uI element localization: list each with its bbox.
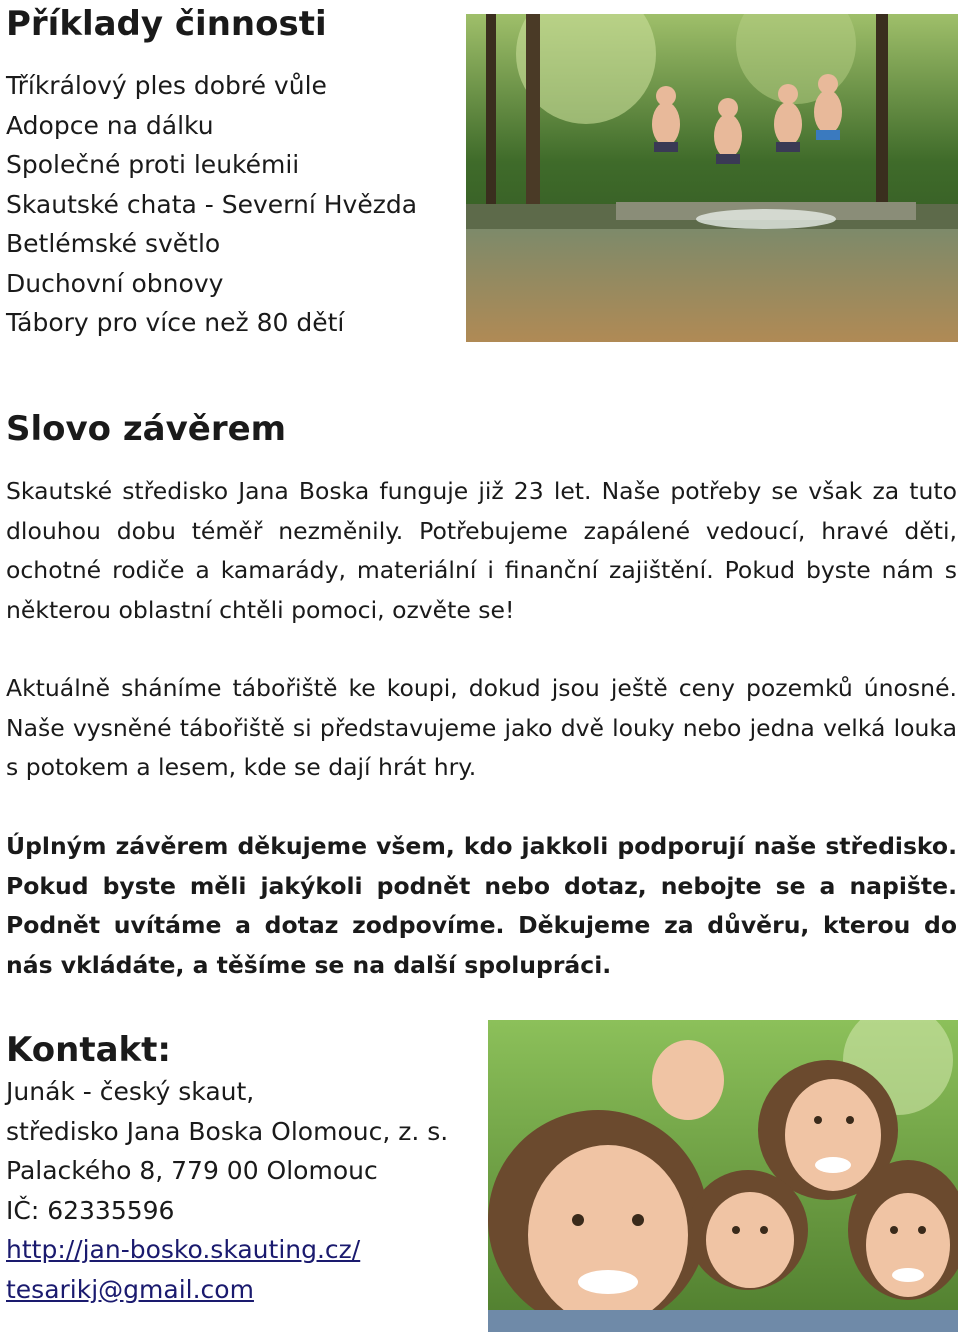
- children-photo: [488, 1020, 958, 1332]
- activity-item: Skautské chata - Severní Hvězda: [6, 189, 418, 219]
- contact-block: [6, 1072, 448, 1309]
- activity-item: Tábory pro více než 80 dětí: [6, 308, 345, 337]
- contact-address: Palackého 8, 779 00 Olomouc: [6, 1156, 378, 1185]
- closing-paragraph-1: Skautské středisko Jana Boska funguje již 23 let. Naše potřeby se však za tuto dlouhou dobu téměř nezměnily. Potřebujeme zapálené vedoucí, hravé děti, ochotné rodiče a kamarády, materiální i finanční zajištění. Pokud byste nám s některou oblastní chtěli pomoci, ozvěte se!: [6, 477, 957, 624]
- contact-org: Junák - český skaut,: [6, 1077, 255, 1106]
- email-link[interactable]: tesarikj@gmail.com: [6, 1274, 254, 1304]
- contact-ico: IČ: 62335596: [6, 1195, 175, 1225]
- activity-item: Betlémské světlo: [6, 229, 221, 258]
- activity-item: Duchovní obnovy: [6, 268, 224, 298]
- activity-item: Společné proti leukémii: [6, 150, 300, 179]
- activities-heading: Příklady činnosti: [6, 4, 327, 44]
- closing-paragraph-3: Úplným závěrem děkujeme všem, kdo jakkoli podporují naše středisko. Pokud byste měli jakýkoli podnět nebo dotaz, nebojte se a napište. Podnět uvítáme a dotaz zodpovíme. Děkujeme za důvěru, kterou do nás vkládáte, a těšíme se na další spolupráci.: [6, 832, 957, 979]
- activity-item: Adopce na dálku: [6, 110, 214, 140]
- activity-item: Tříkrálový ples dobré vůle: [6, 71, 327, 100]
- contact-heading: Kontakt:: [6, 1030, 171, 1070]
- website-link[interactable]: http://jan-bosko.skauting.cz/: [6, 1235, 361, 1264]
- contact-unit: středisko Jana Boska Olomouc, z. s.: [6, 1116, 449, 1146]
- closing-heading: Slovo závěrem: [6, 409, 287, 449]
- activities-list: [6, 66, 417, 343]
- river-photo: [466, 14, 958, 342]
- closing-paragraph-2: Aktuálně sháníme tábořiště ke koupi, dokud jsou ještě ceny pozemků únosné. Naše vysněné tábořiště si představujeme jako dvě louky nebo jedna velká louka s potokem a lesem, kde se dají hrát hry.: [6, 674, 957, 781]
